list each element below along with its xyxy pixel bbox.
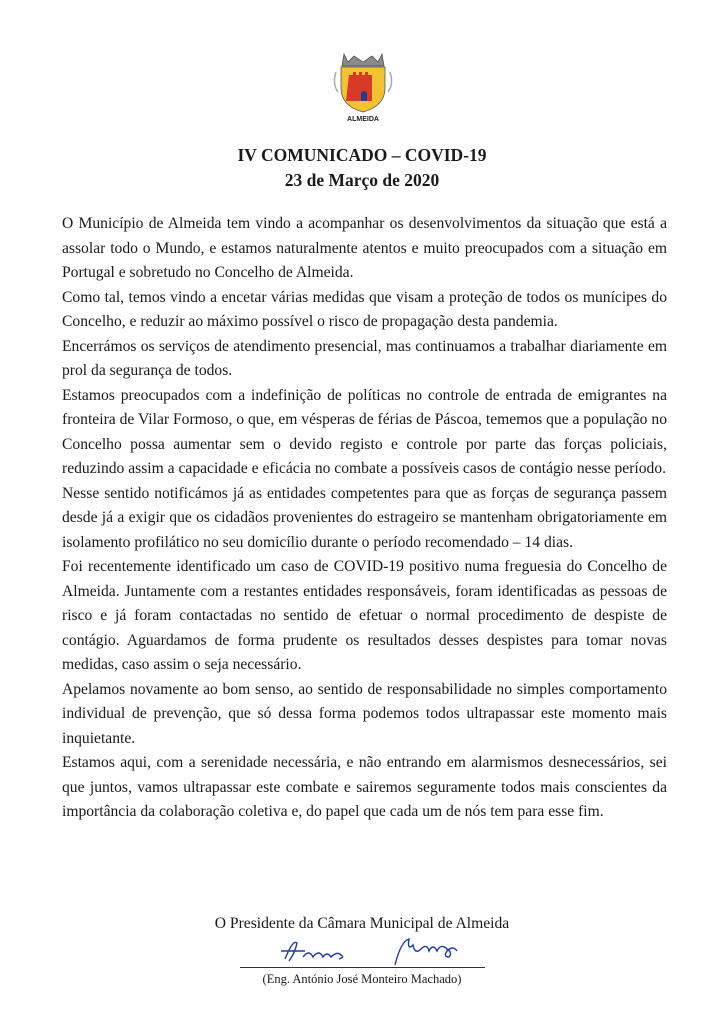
text-line: prol da segurança de todos.: [62, 362, 233, 379]
signature-line: [240, 967, 485, 968]
paragraph: [62, 482, 667, 556]
document-title: IV COMUNICADO – COVID-19: [237, 145, 487, 165]
text-line: reduzindo assim a capacidade e eficácia no combate a possíveis casos de contágio nesse período.: [62, 460, 667, 477]
paragraph: [62, 212, 667, 286]
paragraph: [62, 384, 667, 482]
text-line: Como tal, temos vindo a encetar várias medidas que visam a proteção de todos os munícipes do: [62, 288, 667, 306]
text-line: contágio. Aguardamos de forma prudente os resultados desses despistes para tomar novas: [62, 631, 667, 649]
text-line: medidas, caso assim o seja necessário.: [62, 656, 302, 673]
text-line: risco e já foram contactadas no sentido de efetuar o normal procedimento de despiste de: [62, 607, 667, 624]
text-line: O Município de Almeida tem vindo a acompanhar os desenvolvimentos da situação que está a: [62, 215, 667, 232]
document-date: 23 de Março de 2020: [284, 170, 440, 190]
text-line: isolamento profilático no seu domicílio durante o período recomendado – 14 dias.: [62, 533, 573, 551]
text-line: Portugal e sobretudo no Concelho de Almeida.: [62, 264, 354, 281]
text-line: Almeida. Juntamente com a restantes entidades responsáveis, foram identificadas as pessoas de: [62, 582, 667, 600]
paragraph: [62, 335, 667, 384]
text-line: Concelho possa aumentar sem o devido registo e controle por parte das forças policiais,: [62, 435, 667, 453]
text-line: importância da colaboração coletiva e, do papel que cada um de nós tem para esse fim.: [62, 803, 604, 820]
paragraph: [62, 286, 667, 335]
handwritten-signature: [275, 935, 495, 967]
text-line: individual de prevenção, que só dessa forma podemos todos ultrapassar este momento mais: [62, 705, 667, 722]
document-body: [62, 212, 667, 825]
paragraph: [62, 678, 667, 752]
text-line: inquietante.: [62, 729, 136, 747]
municipal-crest-logo: [330, 50, 396, 124]
paragraph: [62, 751, 667, 825]
text-line: Concelho, e reduzir ao máximo possível o risco de propagação desta pandemia.: [62, 313, 558, 330]
text-line: fronteira de Vilar Formoso, o que, em vésperas de férias de Páscoa, tememos que a população no: [62, 411, 667, 428]
text-line: Encerrámos os serviços de atendimento presencial, mas continuamos a trabalhar diariamente em: [62, 337, 667, 355]
paragraph: [62, 555, 667, 678]
text-line: Estamos aqui, com a serenidade necessária, e não entrando em alarmismos desnecessários, sei: [62, 754, 667, 771]
signatory-name: (Eng. António José Monteiro Machado): [262, 972, 462, 986]
text-line: assolar todo o Mundo, e estamos naturalmente atentos e muito preocupados com a situação em: [62, 239, 667, 257]
text-line: que juntos, vamos ultrapassar este combate e sairemos seguramente todos mais conscientes da: [62, 778, 667, 796]
text-line: Nesse sentido notificámos já as entidades competentes para que as forças de segurança passem: [62, 484, 667, 502]
crest-label: ALMEIDA: [347, 116, 379, 123]
signatory-role: O Presidente da Câmara Municipal de Almeida: [214, 915, 510, 932]
text-line: Apelamos novamente ao bom senso, ao sentido de responsabilidade no simples comportamento: [62, 680, 667, 698]
text-line: desde já a exigir que os cidadãos provenientes do estrageiro se mantenham obrigatoriamente em: [62, 509, 667, 526]
text-line: Estamos preocupados com a indefinição de políticas no controle de entrada de emigrantes na: [62, 386, 667, 404]
text-line: Foi recentemente identificado um caso de COVID-19 positivo numa freguesia do Concelho de: [62, 558, 667, 575]
